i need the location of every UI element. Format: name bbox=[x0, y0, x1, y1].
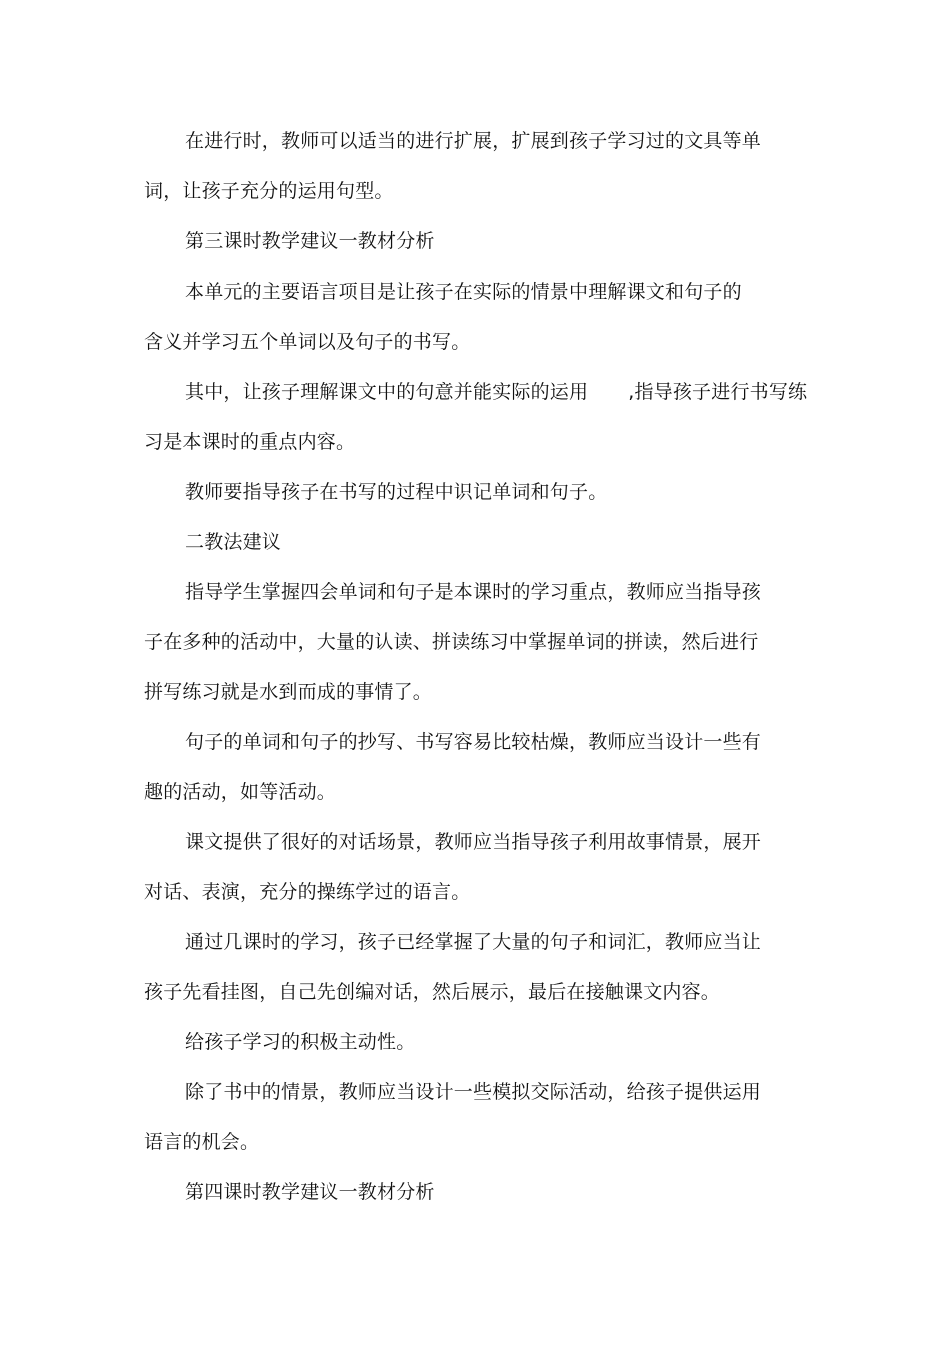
text-segment: ,指导孩子进行书写练 bbox=[628, 381, 808, 403]
text-line: 含义并学习五个单词以及句子的书写。 bbox=[144, 331, 471, 353]
text-line: 教师要指导孩子在书写的过程中识记单词和句子。 bbox=[185, 481, 608, 503]
text-line: 句子的单词和句子的抄写、书写容易比较枯燥，教师应当设计一些有 bbox=[185, 731, 762, 753]
section-heading: 第四课时教学建议一教材分析 bbox=[185, 1181, 435, 1203]
text-line: 习是本课时的重点内容。 bbox=[144, 431, 356, 453]
text-line: 除了书中的情景，教师应当设计一些模拟交际活动，给孩子提供运用 bbox=[185, 1081, 762, 1103]
text-line: 通过几课时的学习，孩子已经掌握了大量的句子和词汇，教师应当让 bbox=[185, 931, 762, 953]
text-segment: 其中，让孩子理解课文中的句意并能实际的运用 bbox=[185, 381, 589, 403]
text-line: 词，让孩子充分的运用句型。 bbox=[144, 180, 394, 202]
text-line: 指导学生掌握四会单词和句子是本课时的学习重点，教师应当指导孩 bbox=[185, 581, 762, 603]
section-heading: 第三课时教学建议一教材分析 bbox=[185, 230, 435, 252]
text-line: 本单元的主要语言项目是让孩子在实际的情景中理解课文和句子的 bbox=[185, 281, 742, 303]
text-line: 孩子先看挂图，自己先创编对话，然后展示，最后在接触课文内容。 bbox=[144, 981, 721, 1003]
text-line: 课文提供了很好的对话场景，教师应当指导孩子利用故事情景，展开 bbox=[185, 831, 762, 853]
section-heading: 二教法建议 bbox=[185, 531, 282, 553]
text-line: 趣的活动，如等活动。 bbox=[144, 781, 337, 803]
text-line: 拼写练习就是水到而成的事情了。 bbox=[144, 681, 433, 703]
text-line: 在进行时，教师可以适当的进行扩展，扩展到孩子学习过的文具等单 bbox=[185, 130, 762, 152]
text-line: 给孩子学习的积极主动性。 bbox=[185, 1031, 416, 1053]
text-line bbox=[185, 380, 807, 404]
text-line: 对话、表演，充分的操练学过的语言。 bbox=[144, 881, 471, 903]
text-line: 子在多种的活动中，大量的认读、拼读练习中掌握单词的拼读，然后进行 bbox=[144, 631, 759, 653]
text-line: 语言的机会。 bbox=[144, 1131, 260, 1153]
